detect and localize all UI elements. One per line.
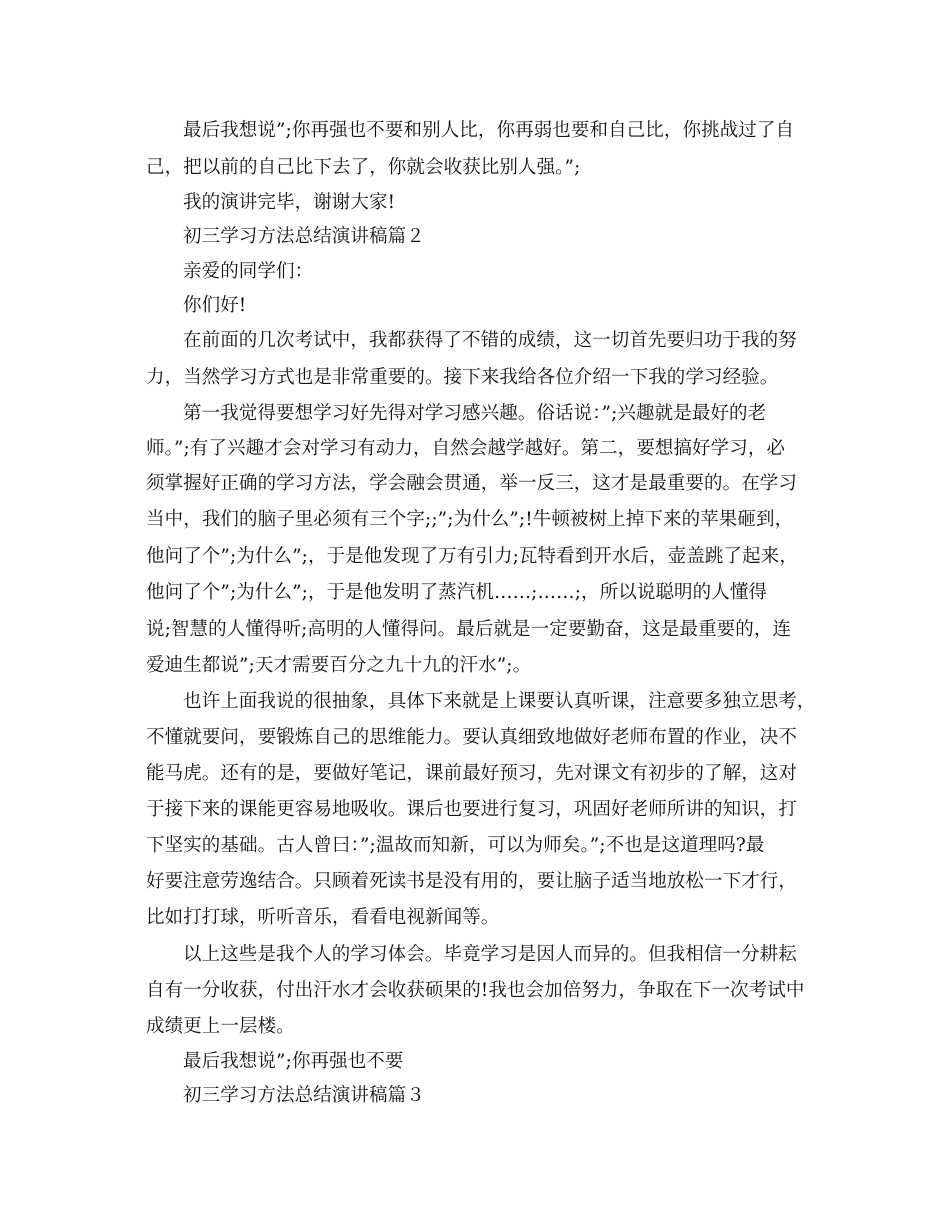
text-line: 力，当然学习方式也是非常重要的。接下来我给各位介绍一下我的学习经验。 <box>146 367 779 388</box>
text-line: 我的演讲完毕，谢谢大家! <box>183 192 396 213</box>
text-line: 爱迪生都说”;天才需要百分之九十九的汗水”;。 <box>146 655 532 676</box>
text-line: 自有一分收获，付出汗水才会收获硕果的!我也会加倍努力，争取在下一次考试中 <box>146 980 805 1001</box>
text-line: 下坚实的基础。古人曾曰：”;温故而知新，可以为师矣。”;不也是这道理吗?最 <box>146 835 765 856</box>
text-line: 说;智慧的人懂得听;高明的人懂得问。最后就是一定要勤奋，这是最重要的，连 <box>146 619 792 640</box>
salutation: 亲爱的同学们： <box>183 261 314 282</box>
section-heading: 初三学习方法总结演讲稿篇２ <box>183 226 425 247</box>
text-line: 能马虎。还有的是，要做好笔记，课前最好预习，先对课文有初步的了解，这对 <box>146 763 798 784</box>
text-line: 在前面的几次考试中，我都获得了不错的成绩，这一切首先要归功于我的努 <box>183 330 797 351</box>
text-line: 不懂就要问，要锻炼自己的思维能力。要认真细致地做好老师布置的作业，决不 <box>146 727 798 748</box>
text-line: 于接下来的课能更容易地吸收。课后也要进行复习，巩固好老师所讲的知识，打 <box>146 799 798 820</box>
text-line: 也许上面我说的很抽象，具体下来就是上课要认真听课，注意要多独立思考， <box>183 691 816 712</box>
text-line: 以上这些是我个人的学习体会。毕竟学习是因人而异的。但我相信一分耕耘 <box>183 944 797 965</box>
text-line: 己，把以前的自己比下去了，你就会收获比别人强。”; <box>146 157 581 178</box>
text-line: 须掌握好正确的学习方法，学会融会贯通，举一反三，这才是最重要的。在学习 <box>146 473 798 494</box>
text-line: 当中，我们的脑子里必须有三个字;;”;为什么”;!牛顿被树上掉下来的苹果砸到， <box>146 509 794 530</box>
text-line: 最后我想说”;你再强也不要和别人比，你再弱也要和自己比，你挑战过了自 <box>183 120 795 141</box>
text-line: 成绩更上一层楼。 <box>146 1016 295 1037</box>
text-line: 他问了个”;为什么”;，于是他发明了蒸汽机……;……;，所以说聪明的人懂得 <box>146 582 768 603</box>
section-heading: 初三学习方法总结演讲稿篇３ <box>183 1085 425 1106</box>
text-line: 他问了个”;为什么”;，于是他发现了万有引力;瓦特看到开水后，壶盖跳了起来， <box>146 546 798 567</box>
text-line: 比如打打球，听听音乐，看看电视新闻等。 <box>146 907 500 928</box>
greeting: 你们好! <box>183 295 247 316</box>
text-line: 师。”;有了兴趣才会对学习有动力，自然会越学越好。第二，要想搞好学习，必 <box>146 438 786 459</box>
text-line: 最后我想说”;你再强也不要 <box>183 1051 404 1072</box>
text-line: 好要注意劳逸结合。只顾着死读书是没有用的，要让脑子适当地放松一下才行， <box>146 871 798 892</box>
text-line: 第一我觉得要想学习好先得对学习感兴趣。俗话说：”;兴趣就是最好的老 <box>183 403 767 424</box>
